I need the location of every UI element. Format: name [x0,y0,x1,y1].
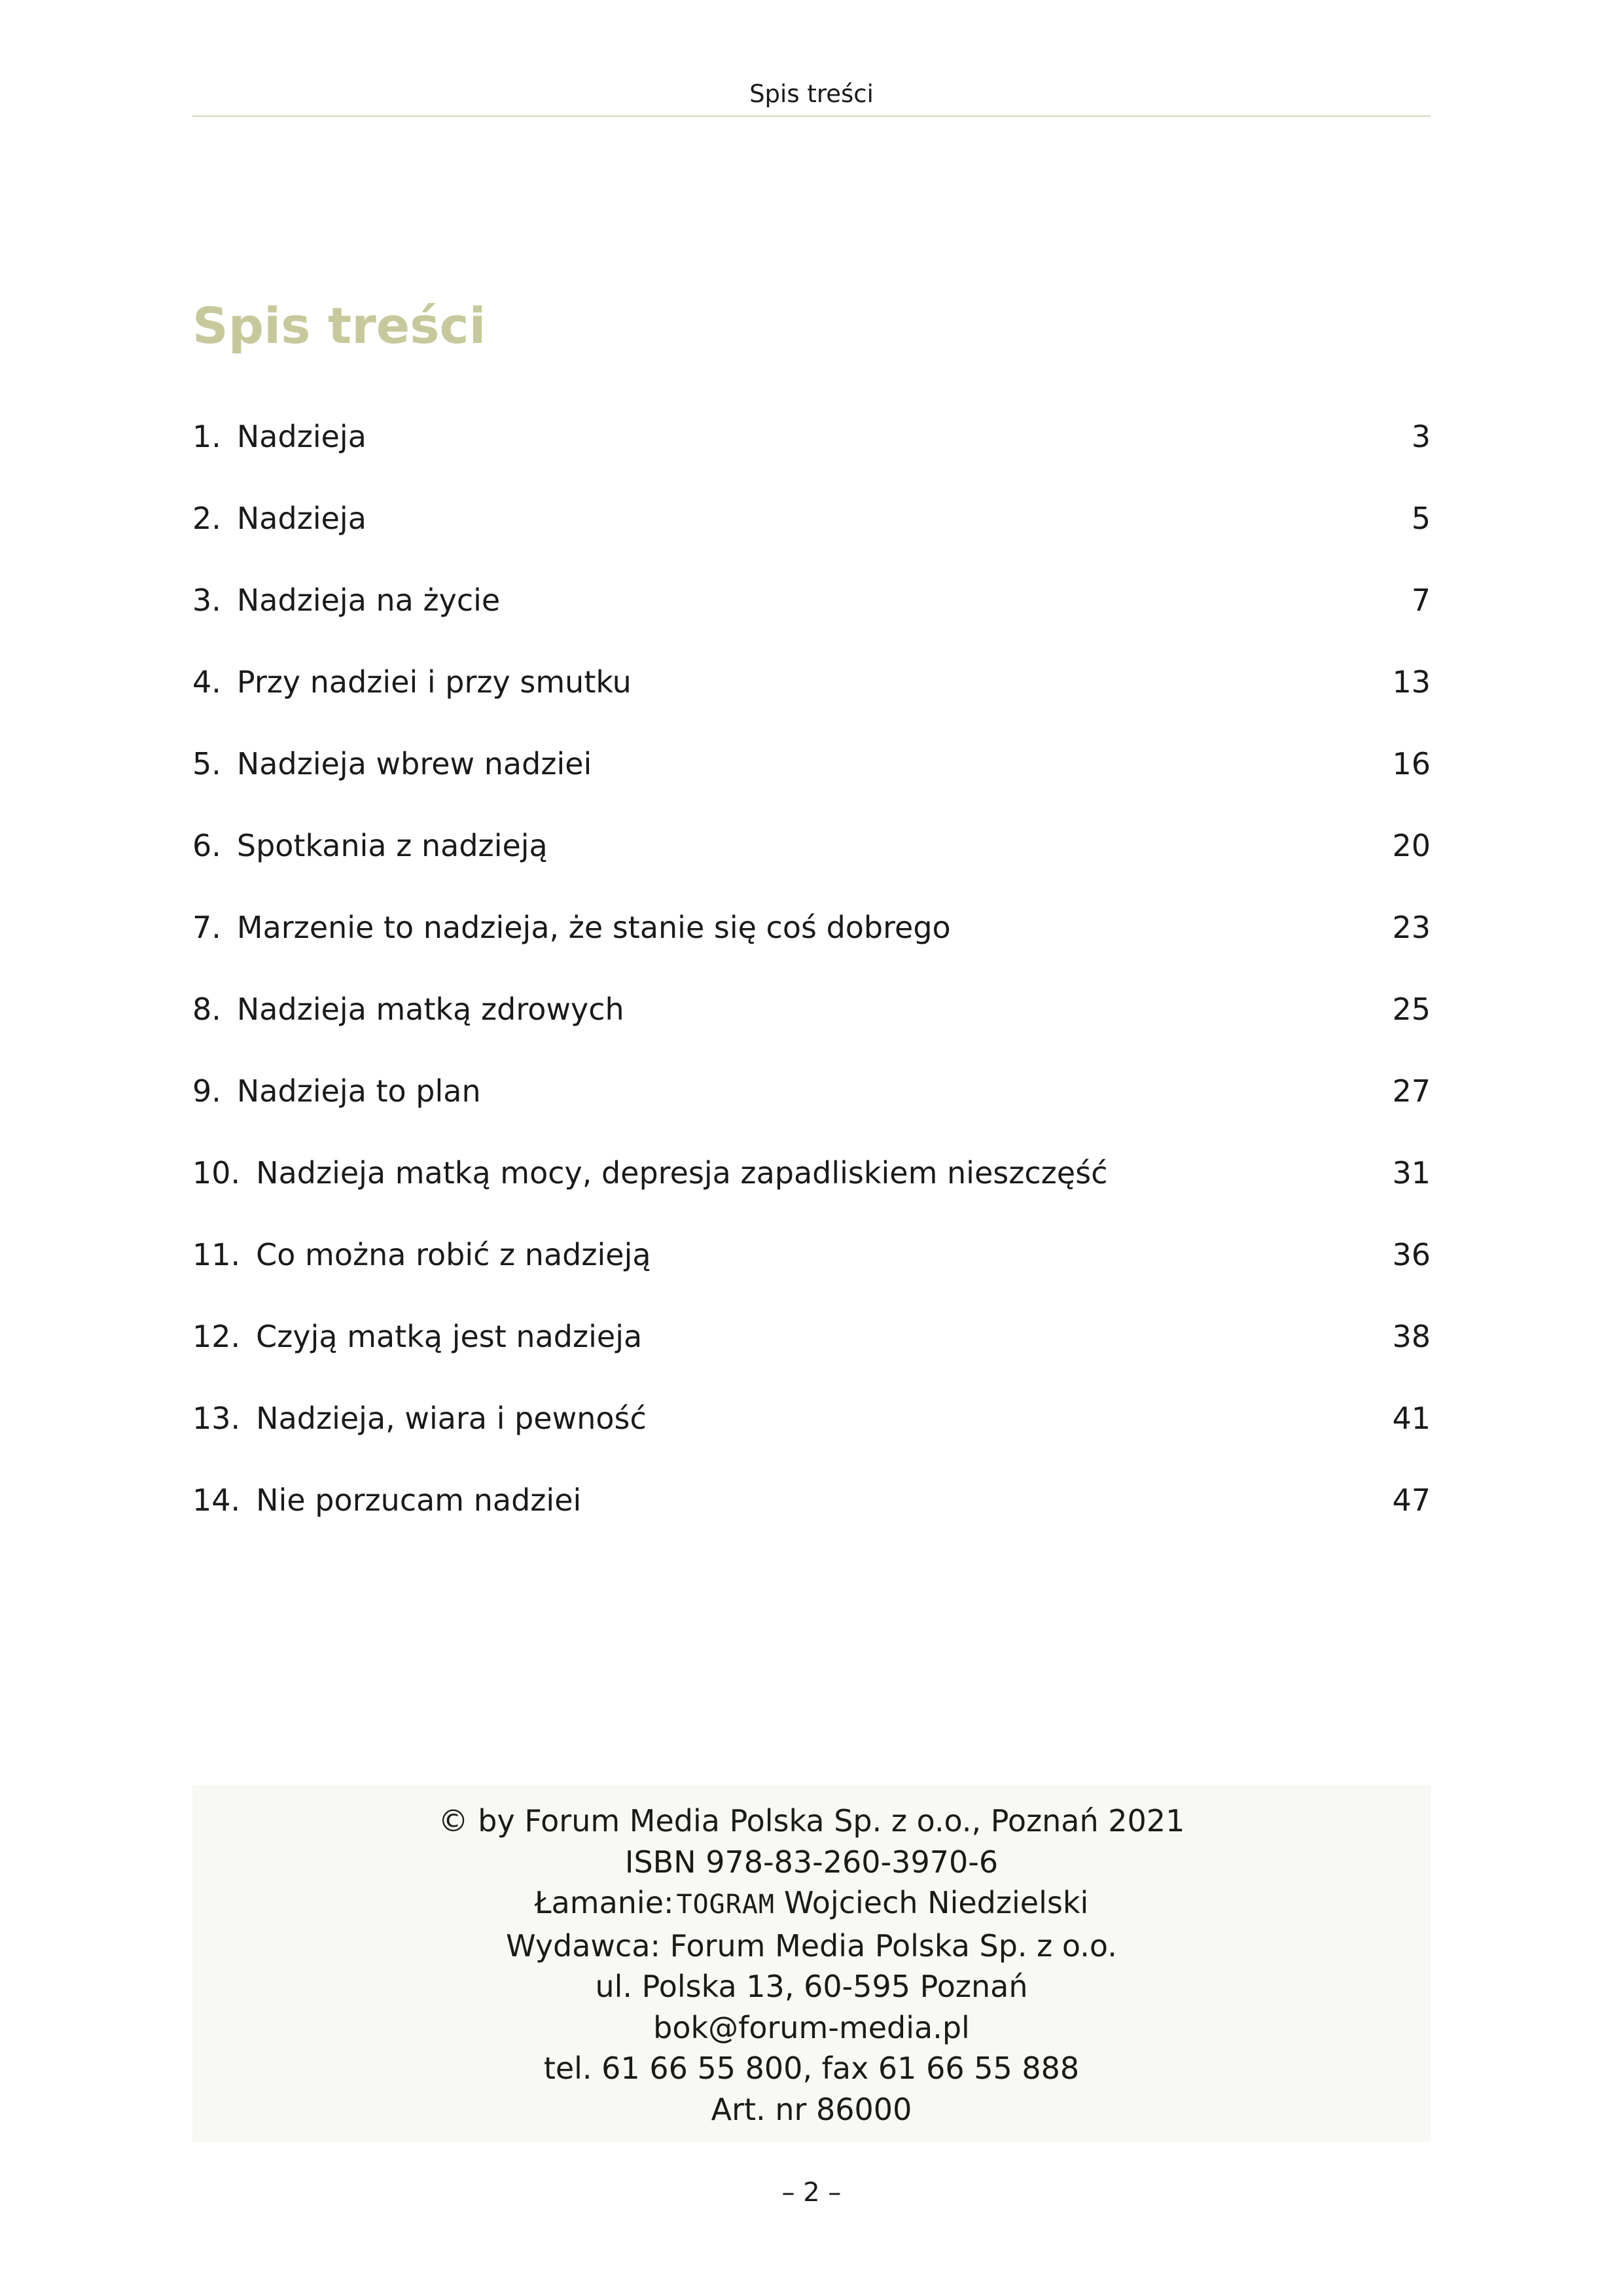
toc-entry-label [192,414,366,459]
toc-entry-page: 7 [1411,582,1431,618]
toc-entry [192,723,1431,804]
toc-entry-label [192,659,632,705]
imprint-article: Art. nr 86000 [711,2091,912,2127]
toc-entry-page: 5 [1411,500,1431,536]
toc-entry-label [192,986,624,1032]
imprint-box [192,1785,1431,2142]
imprint-address: ul. Polska 13, 60-595 Poznań [595,1969,1028,2004]
toc-entry-label [192,495,366,541]
toc-entry-title: Nadzieja [236,500,366,536]
toc-entry-title: Przy nadziei i przy smutku [236,664,632,700]
toc-entry-label [192,1477,581,1523]
tograph-logo: TOGRAM [676,1890,776,1920]
toc-entry-number: 7. [192,909,221,945]
toc-entry-page: 20 [1392,827,1431,863]
toc-entry-number: 10. [192,1155,241,1191]
toc-list [192,395,1431,1541]
toc-entry-title: Marzenie to nadzieja, że stanie się coś dobrego [236,909,951,945]
header-divider [192,115,1431,117]
toc-entry-number: 13. [192,1400,241,1436]
toc-entry-page: 16 [1392,745,1431,781]
toc-entry [192,477,1431,559]
imprint-copyright: © by Forum Media Polska Sp. z o.o., Poznań 2021 [438,1803,1185,1839]
toc-entry-page: 41 [1392,1400,1431,1436]
running-header: Spis treści [749,80,874,108]
imprint-isbn: ISBN 978-83-260-3970-6 [624,1844,999,1880]
toc-entry-page: 47 [1392,1482,1431,1518]
toc-entry-page: 38 [1392,1318,1431,1354]
toc-entry [192,1050,1431,1132]
toc-entry-label [192,741,592,787]
toc-entry-title: Spotkania z nadzieją [236,827,548,863]
toc-entry-number: 12. [192,1318,241,1354]
toc-entry-label [192,577,500,623]
typesetting-name: Wojciech Niedzielski [784,1885,1089,1920]
toc-title: Spis treści [192,296,486,355]
toc-entry [192,968,1431,1050]
toc-entry-label [192,905,951,950]
imprint-phone: tel. 61 66 55 800, fax 61 66 55 888 [543,2051,1080,2086]
toc-entry-label [192,1068,481,1114]
toc-entry-number: 11. [192,1236,241,1272]
toc-entry [192,1295,1431,1377]
toc-entry-title: Nadzieja [236,418,366,454]
toc-entry [192,804,1431,886]
toc-entry-title: Nie porzucam nadziei [256,1482,582,1518]
toc-entry-title: Nadzieja wbrew nadziei [236,745,592,781]
toc-entry-number: 6. [192,827,221,863]
toc-entry-number: 2. [192,500,221,536]
toc-entry-title: Nadzieja to plan [236,1073,481,1109]
toc-entry-page: 3 [1411,418,1431,454]
toc-entry-title: Nadzieja, wiara i pewność [256,1400,647,1436]
toc-entry [192,641,1431,723]
toc-entry-title: Nadzieja matką zdrowych [236,991,624,1027]
toc-entry [192,559,1431,641]
toc-entry-number: 3. [192,582,221,618]
toc-entry-number: 5. [192,745,221,781]
imprint-typesetting [192,1882,1431,1926]
toc-entry-title: Nadzieja matką mocy, depresja zapadliskiem nieszczęść [256,1155,1108,1191]
toc-entry-number: 1. [192,418,221,454]
toc-entry-label [192,823,548,869]
toc-entry-number: 14. [192,1482,241,1518]
toc-entry-page: 13 [1392,664,1431,700]
typesetting-label: Łamanie: [534,1885,674,1920]
toc-entry-label [192,1150,1107,1196]
toc-entry [192,1377,1431,1459]
toc-entry [192,1132,1431,1213]
toc-entry-title: Czyją matką jest nadzieja [256,1318,643,1354]
toc-entry-label [192,1232,651,1278]
toc-entry [192,886,1431,968]
toc-entry-label [192,1395,647,1441]
toc-entry-title: Co można robić z nadzieją [256,1236,651,1272]
toc-entry-title: Nadzieja na życie [236,582,501,618]
toc-entry-page: 25 [1392,991,1431,1027]
toc-entry-page: 23 [1392,909,1431,945]
imprint-publisher: Wydawca: Forum Media Polska Sp. z o.o. [506,1928,1117,1964]
toc-entry-number: 8. [192,991,221,1027]
toc-entry-label [192,1314,642,1359]
toc-entry-number: 9. [192,1073,221,1109]
toc-entry-page: 27 [1392,1073,1431,1109]
toc-entry [192,395,1431,477]
toc-entry-number: 4. [192,664,221,700]
toc-entry-page: 36 [1392,1236,1431,1272]
imprint-email: bok@forum-media.pl [653,2009,970,2045]
toc-entry-page: 31 [1392,1155,1431,1191]
toc-entry [192,1459,1431,1541]
toc-entry [192,1213,1431,1295]
page-number: – 2 – [781,2178,842,2208]
